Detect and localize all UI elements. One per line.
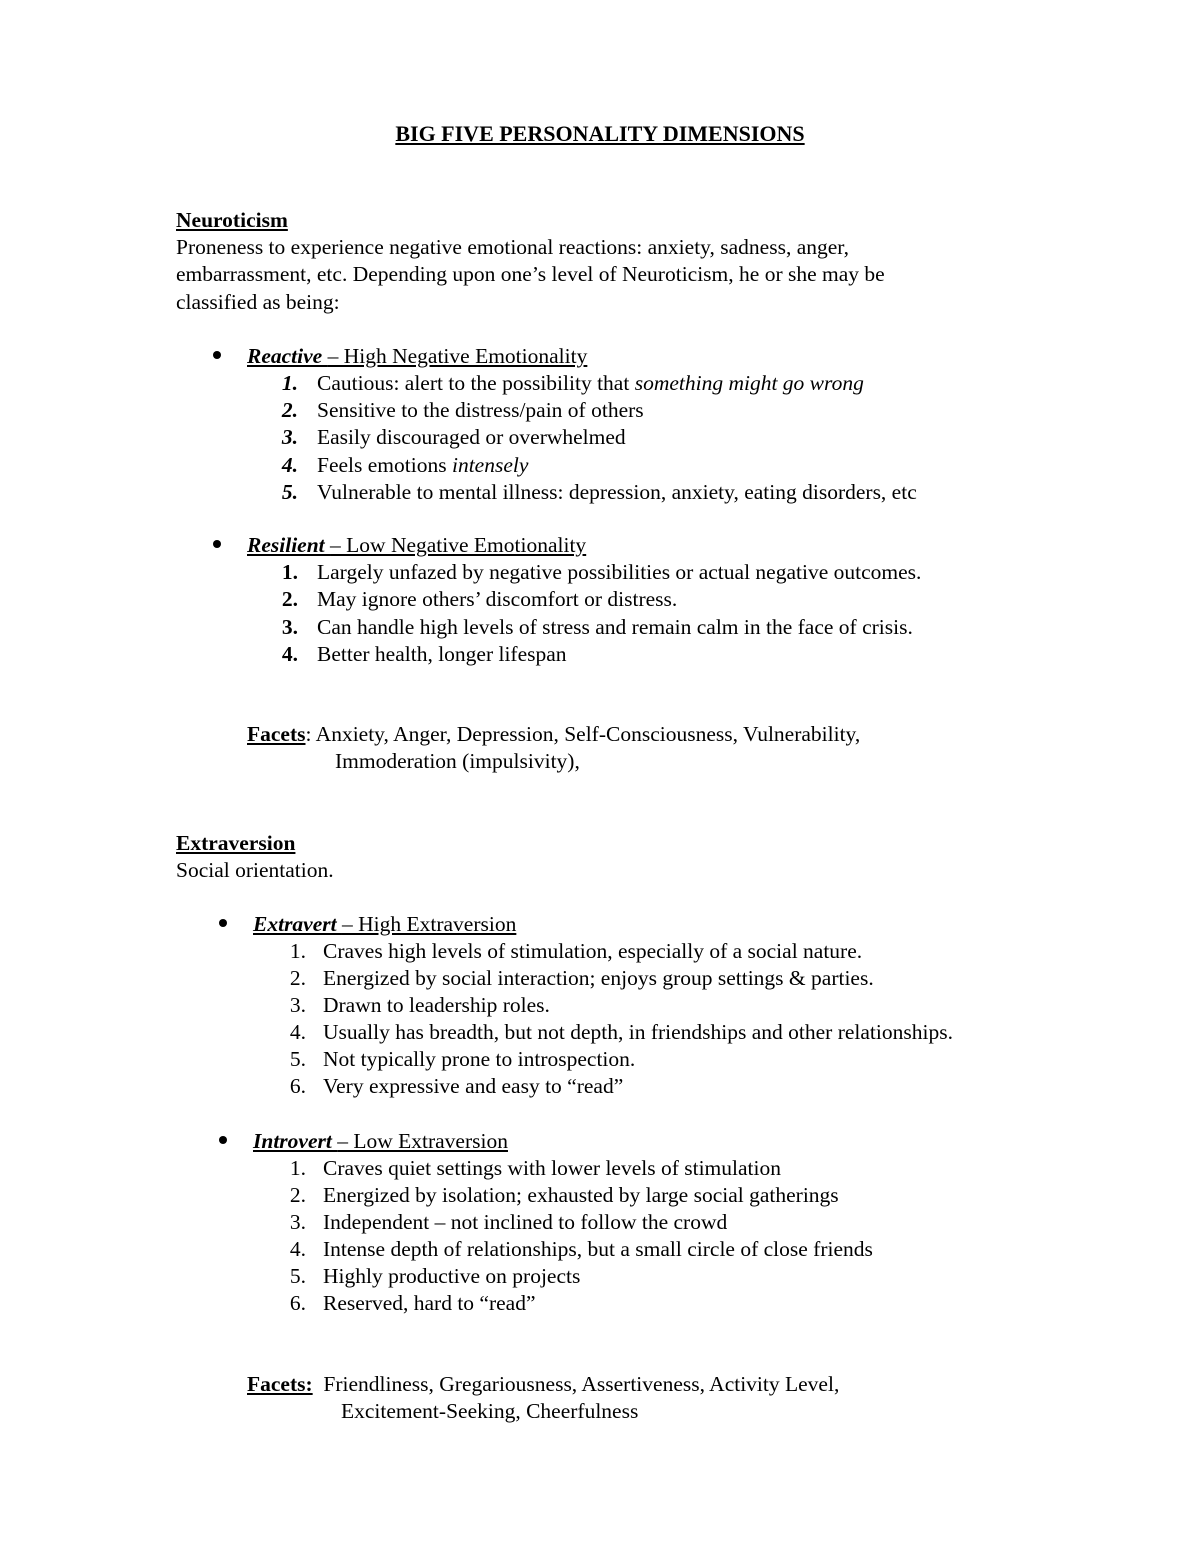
introvert-term: Introvert	[253, 1129, 338, 1153]
extraversion-desc: Social orientation.	[176, 858, 334, 882]
bullet-icon	[213, 351, 221, 359]
bullet-icon	[219, 1136, 227, 1144]
resilient-term: Resilient	[247, 533, 331, 557]
extraversion-facets: Facets: Friendliness, Gregariousness, Assertiveness, Activity Level,	[247, 1372, 840, 1396]
resilient-heading	[247, 532, 586, 559]
neuroticism-desc-line2: embarrassment, etc. Depending upon one’s level of Neuroticism, he or she may be	[176, 262, 885, 286]
neuroticism-heading: Neuroticism	[176, 208, 288, 232]
resilient-rest: – Low Negative Emotionality	[330, 533, 587, 557]
extraversion-facets-line2: Excitement-Seeking, Cheerfulness	[341, 1399, 639, 1423]
bullet-icon	[219, 919, 227, 927]
neuroticism-facets-line2: Immoderation (impulsivity),	[335, 749, 580, 773]
neuroticism-facets: Facets: Anxiety, Anger, Depression, Self-Consciousness, Vulnerability,	[247, 722, 861, 746]
neuroticism-desc-line1: Proneness to experience negative emotional reactions: anxiety, sadness, anger,	[176, 235, 849, 259]
facets-label: Facets:	[247, 1372, 313, 1396]
document-page: BIG FIVE PERSONALITY DIMENSIONS Neuroticism Proneness to experience negative emotional reactions: anxiety, sadness, anger, embarrassment, etc. Depending upon one’s level of Neuroticism, he or she may be classified as being: Reactive – High Negative Emotionality 1. Cautious: alert to the possibility that something might go wrong 2. Sensitive to the distress/pain of others 3. Easily discouraged or overwhelmed 4. Feels emotions intensely 5. Vulnerable to mental illness: depression, anxiety, eating disorders, etc Resilient – Low Negative Emotionality 1. Largely unfazed by negative possibilities or actual negative outcomes. 2. May ignore others’ discomfort or distress. 3. Can handle high levels of stress and remain calm in the face of crisis. 4. Better health, longer lifespan Facets: Anxiety, Anger, Depression, Self-Consciousness, Vulnerability, Immoderation (impulsivity), Extraversion Social orientation. Extravert – High Extraversion 1. Craves high levels of stimulation, especially of a social nature. 2. Energized by social interaction; enjoys group settings & parties. 3. Drawn to leadership roles. 4. Usually has breadth, but not depth, in friendships and other relationships. 5. Not typically prone to introspection. 6. Very expressive and easy to “read” Introvert – Low Extraversion 1. Craves quiet settings with lower levels of stimulation 2. Energized by isolation; exhausted by large social gatherings 3. Independent – not inclined to follow the crowd 4. Intense depth of relationships, but a small circle of close friends 5. Highly productive on projects 6. Reserved, hard to “read” Facets: Friendliness, Gregariousness, Assertiveness, Activity Level, Excitement-Seeking, Cheerfulness	[0, 0, 1200, 1553]
bullet-icon	[213, 540, 221, 548]
extravert-rest: – High Extraversion	[341, 912, 517, 936]
extravert-heading	[253, 911, 516, 938]
page-title: BIG FIVE PERSONALITY DIMENSIONS	[395, 121, 805, 146]
facets-label: Facets	[247, 722, 306, 746]
extravert-term: Extravert	[253, 912, 342, 936]
extraversion-heading: Extraversion	[176, 831, 296, 855]
reactive-rest: – High Negative Emotionality	[327, 344, 588, 368]
reactive-heading	[247, 343, 587, 370]
reactive-term: Reactive	[247, 344, 328, 368]
neuroticism-desc-line3: classified as being:	[176, 290, 340, 314]
introvert-heading	[253, 1128, 508, 1155]
introvert-rest: – Low Extraversion	[337, 1129, 508, 1153]
